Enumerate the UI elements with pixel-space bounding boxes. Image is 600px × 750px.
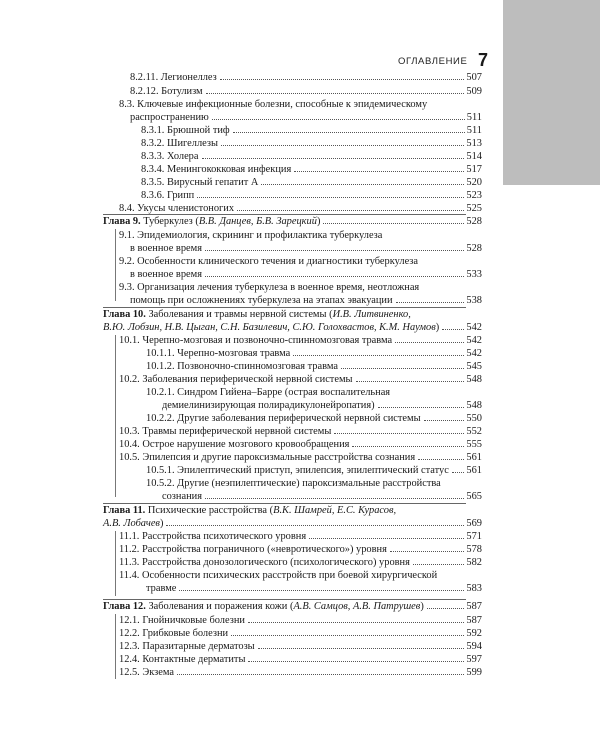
toc-entry[interactable]: 10.1.1. Черепно-мозговая травма 542 <box>146 348 482 359</box>
chapter-bar <box>115 531 116 596</box>
toc-entry[interactable]: демиелинизирующая полирадикулонейропатия) 548 <box>162 400 482 411</box>
toc-entry[interactable]: 11.2. Расстройства пограничного («невротического») уровня 578 <box>119 544 482 555</box>
toc-entry-line: 9.2. Особенности клинического течения и диагностики туберкулеза <box>119 256 419 267</box>
chapter-divider <box>103 503 466 504</box>
chapter-divider <box>103 307 466 308</box>
chapter-divider <box>103 214 466 215</box>
toc-entry[interactable]: 12.2. Грибковые болезни 592 <box>119 628 482 639</box>
toc-entry[interactable]: 8.3.6. Грипп 523 <box>141 190 482 201</box>
toc-entry[interactable]: 10.2.2. Другие заболевания периферической нервной системы 550 <box>146 413 482 424</box>
header-page-number: 7 <box>477 50 488 70</box>
chapter-heading-11-authors[interactable]: А.В. Лобачев) 569 <box>103 518 482 529</box>
toc-entry[interactable]: распространению 511 <box>130 112 482 123</box>
toc-entry[interactable]: 8.3.2. Шигеллезы 513 <box>141 138 482 149</box>
toc-entry[interactable]: 10.4. Острое нарушение мозгового кровообращения 555 <box>119 439 482 450</box>
toc-entry[interactable]: травме 583 <box>146 583 482 594</box>
toc-entry[interactable]: помощь при осложнениях туберкулеза на этапах эвакуации 538 <box>130 295 482 306</box>
toc-entry[interactable]: 8.3.1. Брюшной тиф 511 <box>141 125 482 136</box>
header-title: ОГЛАВЛЕНИЕ <box>398 56 468 67</box>
toc-entry-line: 9.1. Эпидемиология, скрининг и профилактика туберкулеза <box>119 230 383 241</box>
toc-entry[interactable]: 12.3. Паразитарные дерматозы 594 <box>119 641 482 652</box>
toc-entry[interactable]: 11.1. Расстройства психотического уровня 571 <box>119 531 482 542</box>
chapter-heading-10[interactable]: Глава 10. Заболевания и травмы нервной системы (И.В. Литвиненко, <box>103 309 411 320</box>
toc-entry[interactable]: 8.2.11. Легионеллез 507 <box>130 72 482 83</box>
chapter-heading-9[interactable]: Глава 9. Туберкулез (В.В. Данцев, Б.В. Зарецкий) 528 <box>103 216 482 227</box>
toc-entry[interactable]: 12.5. Экзема 599 <box>119 667 482 678</box>
toc-entry[interactable]: 8.3.3. Холера 514 <box>141 151 482 162</box>
toc-entry-line: 11.4. Особенности психических расстройств при боевой хирургической <box>119 570 438 581</box>
toc-entry[interactable]: 10.5. Эпилепсия и другие пароксизмальные расстройства сознания 561 <box>119 452 482 463</box>
chapter-heading-12[interactable]: Глава 12. Заболевания и поражения кожи (А.В. Самцов, А.В. Патрушев) 587 <box>103 601 482 612</box>
toc-entry[interactable]: 10.5.1. Эпилептический приступ, эпилепсия, эпилептический статус 561 <box>146 465 482 476</box>
toc-entry[interactable]: 11.3. Расстройства донозологического (психологического) уровня 582 <box>119 557 482 568</box>
toc-entry[interactable]: 8.3.5. Вирусный гепатит А 520 <box>141 177 482 188</box>
toc-entry-line: 8.3. Ключевые инфекционные болезни, способные к эпидемическому <box>119 99 428 110</box>
toc-entry[interactable]: 8.2.12. Ботулизм 509 <box>130 86 482 97</box>
chapter-bar <box>115 614 116 679</box>
toc-entry[interactable]: 10.2. Заболевания периферической нервной системы 548 <box>119 374 482 385</box>
toc-entry[interactable]: сознания 565 <box>162 491 482 502</box>
toc-entry-line: 10.5.2. Другие (неэпилептические) пароксизмальные расстройства <box>146 478 441 489</box>
toc-entry[interactable]: 8.4. Укусы членистоногих 525 <box>119 203 482 214</box>
toc-entry[interactable]: в военное время 528 <box>130 243 482 254</box>
toc-entry[interactable]: в военное время 533 <box>130 269 482 280</box>
toc-entry-line: 10.2.1. Синдром Гийена–Барре (острая воспалительная <box>146 387 391 398</box>
toc-entry-line: 9.3. Организация лечения туберкулеза в военное время, неотложная <box>119 282 420 293</box>
toc-entry[interactable]: 8.3.4. Менингококковая инфекция 517 <box>141 164 482 175</box>
toc-entry[interactable]: 12.1. Гнойничковые болезни 587 <box>119 615 482 626</box>
chapter-bar <box>115 229 116 301</box>
chapter-bar <box>115 335 116 497</box>
chapter-divider <box>103 599 466 600</box>
chapter-heading-10-authors[interactable]: В.Ю. Лобзин, Н.В. Цыган, С.Н. Базилевич, С.Ю. Голохвастов, К.М. Наумов) 542 <box>103 322 482 333</box>
toc-entry[interactable]: 10.1.2. Позвоночно-спинномозговая травма 545 <box>146 361 482 372</box>
toc-entry[interactable]: 10.1. Черепно-мозговая и позвоночно-спинномозговая травма 542 <box>119 335 482 346</box>
toc-entry[interactable]: 10.3. Травмы периферической нервной системы 552 <box>119 426 482 437</box>
toc-entry[interactable]: 12.4. Контактные дерматиты 597 <box>119 654 482 665</box>
chapter-heading-11[interactable]: Глава 11. Психические расстройства (В.К. Шамрей, Е.С. Курасов, <box>103 505 397 516</box>
